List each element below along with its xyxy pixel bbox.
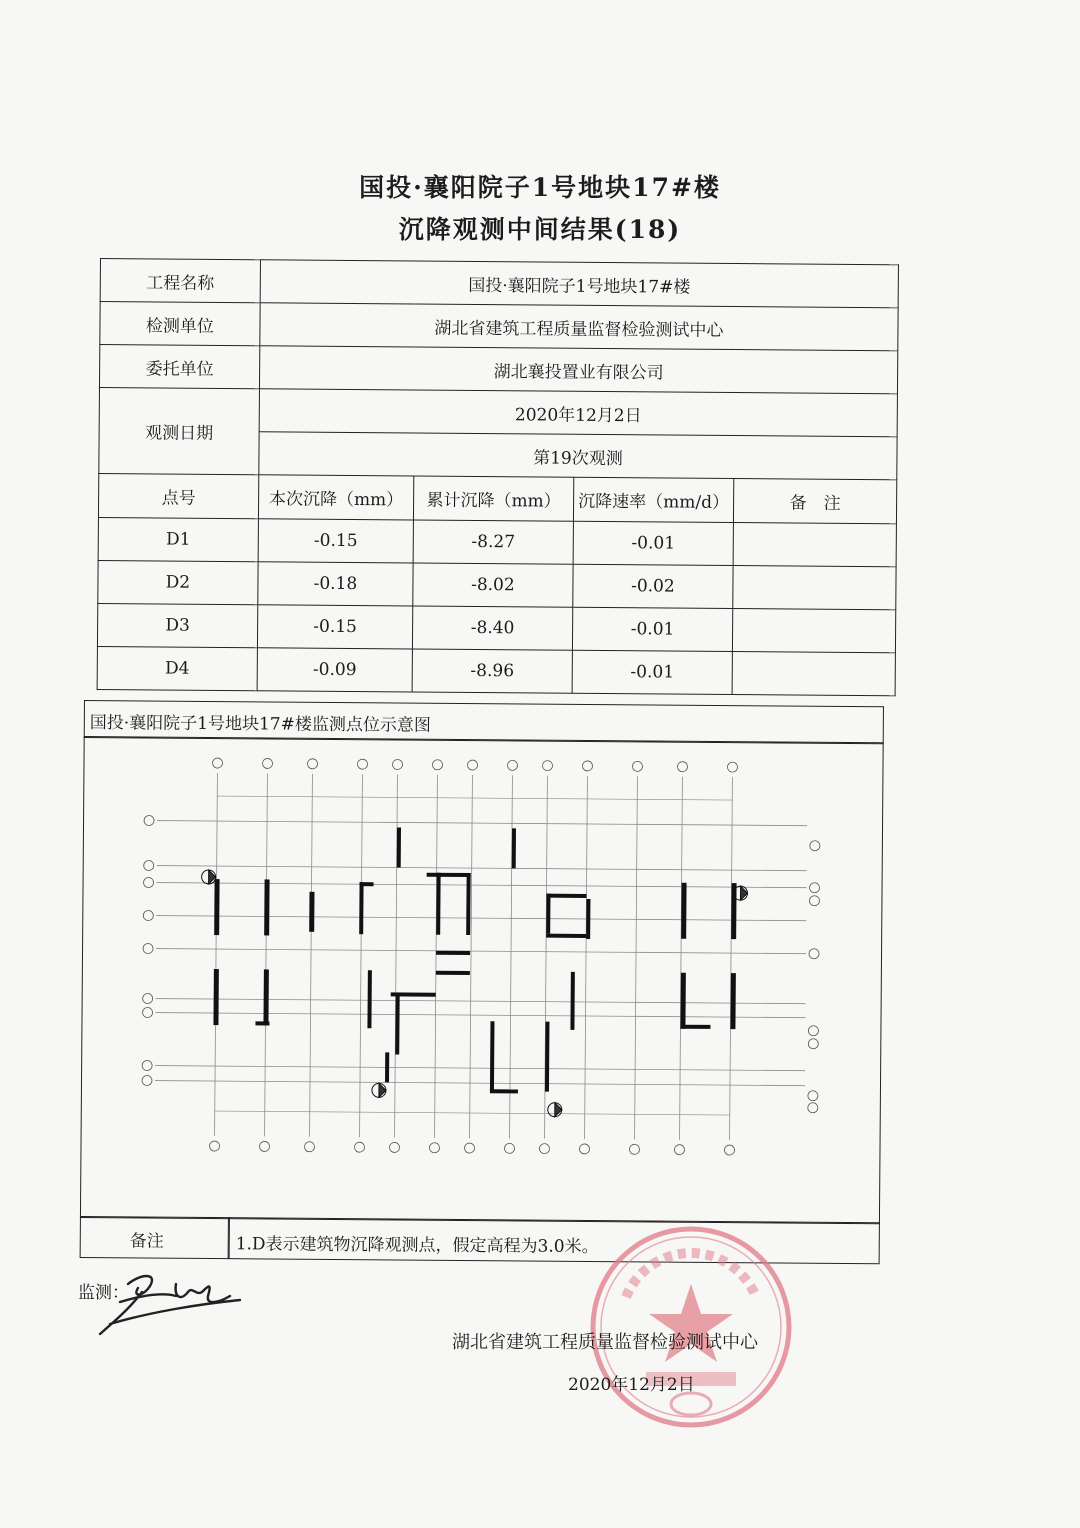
footer-organization: 湖北省建筑工程质量监督检验测试中心 [452,1332,758,1353]
date-label: 观测日期 [99,387,260,474]
cell-cumulative: -8.40 [412,606,572,650]
diagram-section [80,700,884,1266]
row-project [100,259,898,308]
date-value: 2020年12月2日 [259,389,897,437]
cell-current: -0.15 [258,519,413,563]
remarks-text: 1.D表示建筑物沉降观测点，假定高程为3.0米。 [235,1234,599,1258]
cell-point: D4 [97,646,257,690]
table-row [98,517,896,566]
cell-cumulative: -8.02 [413,563,573,607]
cell-note [732,651,895,695]
cell-point: D2 [98,560,258,604]
floor-plan-diagram [134,750,827,1175]
cell-note [733,565,896,609]
project-value: 国投·襄阳院子1号地块17#楼 [260,260,898,308]
remarks-label: 备注 [129,1231,164,1252]
cell-cumulative: -8.27 [413,520,573,564]
cell-rate: -0.01 [572,650,732,694]
inspector-label: 检测单位 [100,302,260,346]
client-label: 委托单位 [99,345,259,389]
row-client [99,345,897,394]
signature-image [80,1262,250,1342]
inspector-value: 湖北省建筑工程质量监督检验测试中心 [260,303,898,351]
session-value: 第19次观测 [259,432,897,480]
table-header-row [98,473,896,523]
document-title-line1: 国投·襄阳院子1号地块17#楼 [359,173,721,202]
cell-current: -0.09 [257,648,412,692]
header-current: 本次沉降（mm） [258,475,413,520]
table-row [97,603,895,652]
header-point: 点号 [98,473,258,518]
cell-current: -0.15 [257,605,412,649]
document-title-line2: 沉降观测中间结果(18) [398,215,682,244]
table-row [98,560,896,609]
table-row [97,646,895,695]
footer-date: 2020年12月2日 [568,1375,695,1395]
header-rate: 沉降速率（mm/d） [573,477,733,522]
diagram-caption: 国投·襄阳院子1号地块17#楼监测点位示意图 [89,713,431,736]
cell-point: D1 [98,517,258,561]
cell-cumulative: -8.96 [412,649,572,693]
cell-note [732,608,895,652]
client-value: 湖北襄投置业有限公司 [259,346,897,394]
official-seal [586,1222,796,1432]
header-cumulative: 累计沉降（mm） [413,476,573,521]
row-inspector [100,302,898,351]
cell-point: D3 [97,603,257,647]
cell-rate: -0.01 [572,607,732,651]
cell-note [733,522,896,566]
header-note: 备 注 [733,478,896,523]
monitor-label: 监测： [78,1283,129,1303]
cell-current: -0.18 [258,562,413,606]
cell-rate: -0.02 [573,564,733,608]
cell-rate: -0.01 [573,521,733,565]
project-label: 工程名称 [100,259,260,303]
results-table [97,258,899,696]
row-date [99,387,897,436]
